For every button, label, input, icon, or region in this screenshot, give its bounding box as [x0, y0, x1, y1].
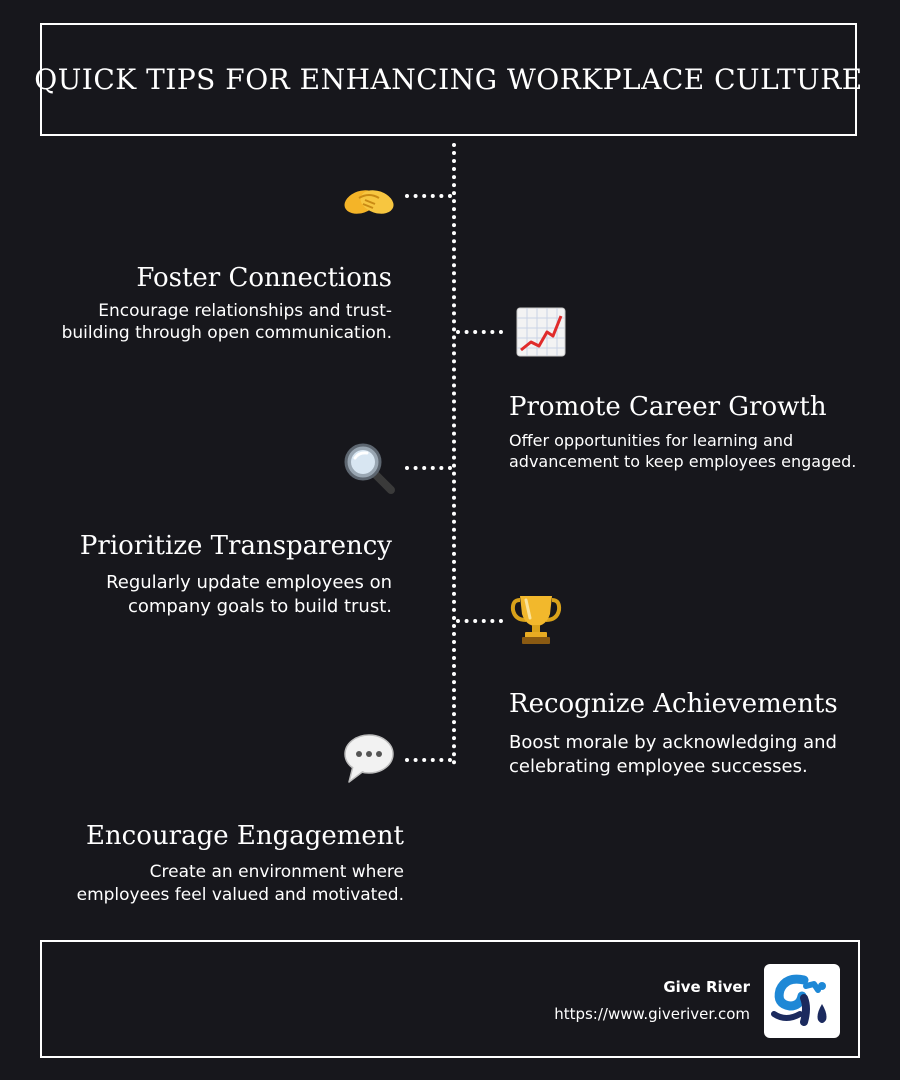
tip-title-foster-connections: Foster Connections: [136, 263, 392, 293]
speech-bubble-icon: [341, 730, 397, 786]
trophy-icon: [508, 592, 564, 648]
brand-url-link[interactable]: https://www.giveriver.com: [554, 1005, 750, 1023]
tip-title-recognize-achievements: Recognize Achievements: [509, 689, 838, 719]
tip-desc-foster-connections: Encourage relationships and trust- building through open communication.: [61, 301, 392, 343]
tip-title-encourage-engagement: Encourage Engagement: [85, 821, 404, 851]
footer-box: [40, 940, 860, 1058]
connector-encourage-engagement: [405, 758, 452, 762]
tip-desc-recognize-achievements: Boost morale by acknowledging and celebrating employee successes.: [509, 732, 837, 777]
tip-title-prioritize-transparency: Prioritize Transparency: [79, 531, 392, 561]
magnifying-glass-icon: [341, 440, 397, 496]
give-river-logo-icon: [764, 964, 840, 1038]
tip-title-promote-career-growth: Promote Career Growth: [509, 392, 827, 422]
logo: [764, 964, 840, 1038]
tip-desc-promote-career-growth: Offer opportunities for learning and advancement to keep employees engaged.: [509, 431, 857, 471]
header-box: [34, 23, 863, 136]
handshake-icon: [341, 172, 397, 228]
chart-increasing-icon: [513, 304, 569, 360]
tip-desc-encourage-engagement: Create an environment where employees feel valued and motivated.: [76, 862, 404, 905]
brand-name: Give River: [663, 978, 750, 996]
connector-promote-career-growth: [456, 330, 503, 334]
connector-foster-connections: [405, 194, 452, 198]
connector-prioritize-transparency: [405, 466, 452, 470]
tip-desc-prioritize-transparency: Regularly update employees on company goals to build trust.: [106, 572, 392, 617]
connector-recognize-achievements: [456, 619, 503, 623]
timeline-spine: [452, 143, 456, 765]
page-title: QUICK TIPS FOR ENHANCING WORKPLACE CULTURE: [34, 63, 863, 96]
